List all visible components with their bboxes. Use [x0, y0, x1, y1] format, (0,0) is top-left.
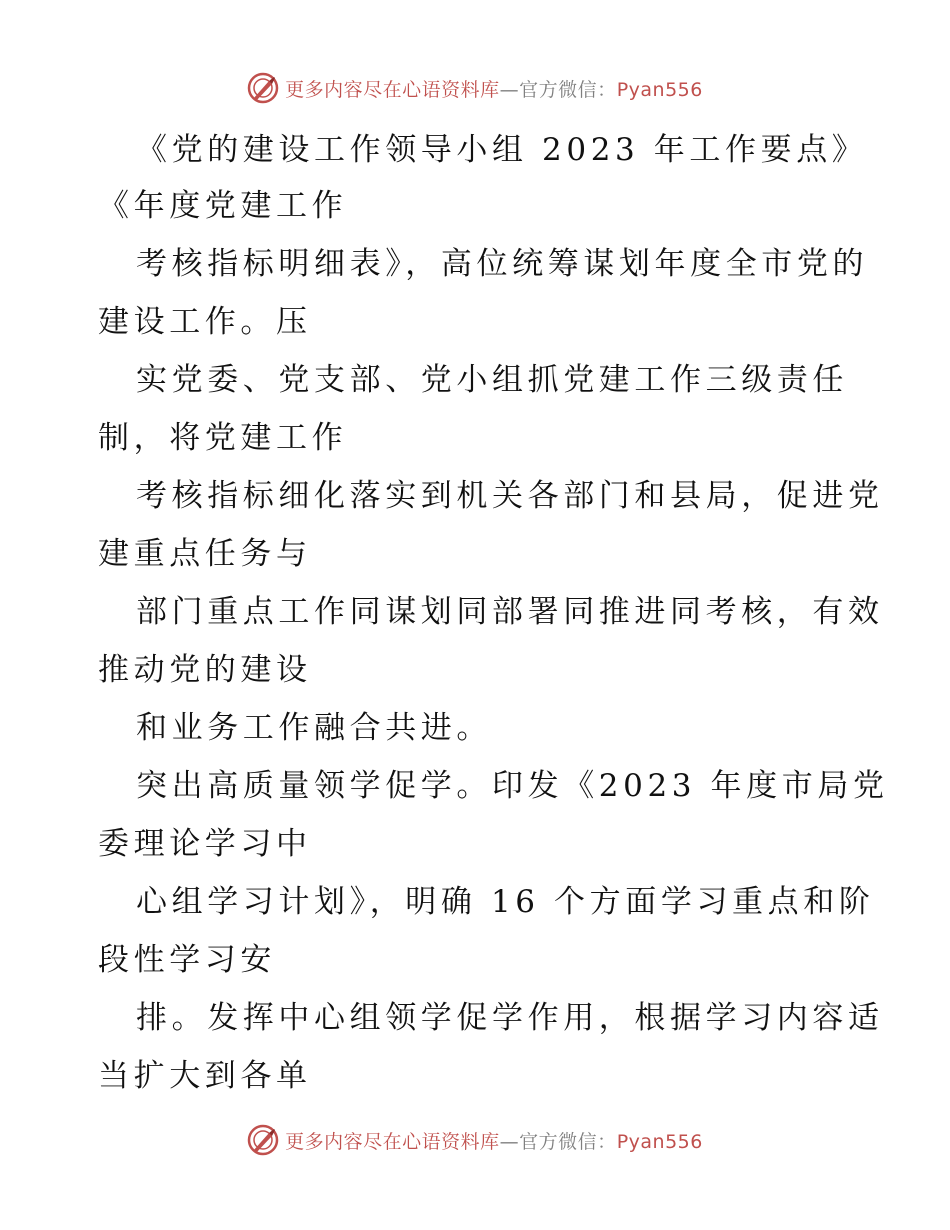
body-line-16: 排。发挥中心组领学促学作用，根据学习内容适	[136, 1000, 884, 1036]
watermark-account: Pyan556	[616, 1130, 703, 1153]
body-line-17: 当扩大到各单	[98, 1058, 312, 1094]
watermark-dash: —	[499, 1130, 520, 1153]
body-line-11: 和业务工作融合共进。	[136, 710, 492, 746]
watermark-wechat-label: 官方微信：	[519, 1130, 617, 1153]
body-line-7: 考核指标细化落实到机关各部门和县局，促进党	[136, 478, 884, 514]
body-line-2: 《年度党建工作	[98, 188, 348, 224]
watermark-brand-text: 更多内容尽在心语资料库	[285, 78, 500, 101]
body-line-9: 部门重点工作同谋划同部署同推进同考核，有效	[136, 594, 884, 630]
watermark-account: Pyan556	[616, 78, 703, 101]
body-line-6: 制，将党建工作	[98, 420, 348, 456]
pen-logo-icon	[247, 1124, 279, 1156]
body-line-5: 实党委、党支部、党小组抓党建工作三级责任	[136, 362, 848, 398]
watermark-dash: —	[499, 78, 520, 101]
watermark-brand-text: 更多内容尽在心语资料库	[285, 1130, 500, 1153]
body-line-13: 委理论学习中	[98, 826, 312, 862]
body-line-10: 推动党的建设	[98, 652, 312, 688]
pen-logo-icon	[247, 72, 279, 104]
body-line-14: 心组学习计划》，明确 16 个方面学习重点和阶	[136, 884, 875, 920]
header-watermark	[0, 68, 950, 108]
watermark-wechat-label: 官方微信：	[519, 78, 617, 101]
footer-watermark	[0, 1120, 950, 1160]
body-line-1: 《党的建设工作领导小组 2023 年工作要点》	[136, 132, 868, 168]
body-line-8: 建重点任务与	[98, 536, 312, 572]
body-line-12: 突出高质量领学促学。印发《2023 年度市局党	[136, 768, 889, 804]
body-line-4: 建设工作。压	[98, 304, 312, 340]
body-line-15: 段性学习安	[98, 942, 276, 978]
body-line-3: 考核指标明细表》，高位统筹谋划年度全市党的	[136, 246, 869, 282]
